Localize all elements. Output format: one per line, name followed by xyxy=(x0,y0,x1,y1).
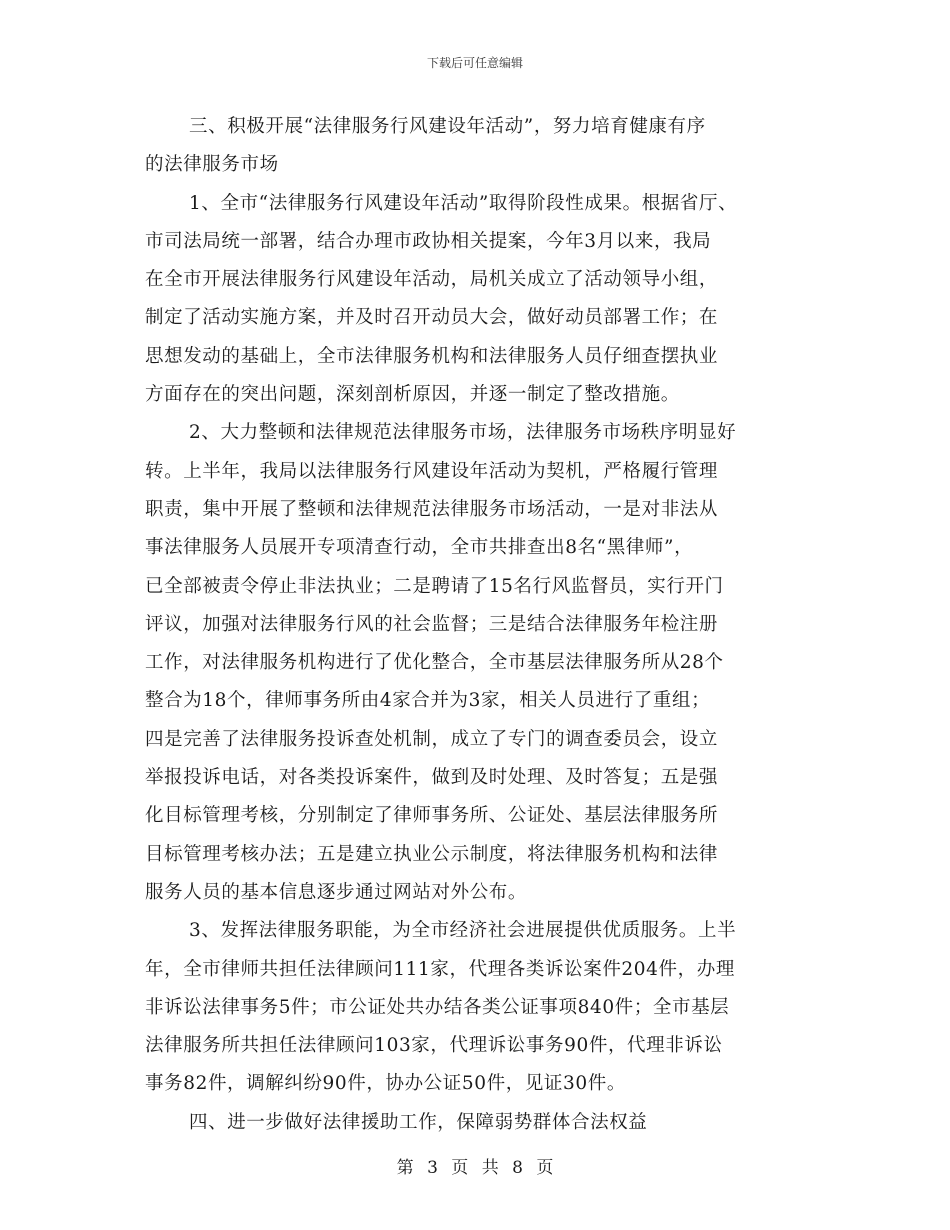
text-line: 评议，加强对法律服务行风的社会监督；三是结合法律服务年检注册 xyxy=(145,613,719,635)
text-line: 3、发挥法律服务职能，为全市经济社会进展提供优质服务。上半 xyxy=(189,920,737,942)
total-page-number: 8 xyxy=(512,1158,523,1178)
text-line: 举报投诉电话，对各类投诉案件，做到及时处理、及时答复；五是强 xyxy=(145,767,719,789)
footer-total-label: 共 xyxy=(481,1158,499,1178)
text-line: 2、大力整顿和法律规范法律服务市场，法律服务市场秩序明显好 xyxy=(189,422,737,444)
current-page-number: 3 xyxy=(427,1158,438,1178)
document-body xyxy=(145,108,825,1142)
text-line: 职责，集中开展了整顿和法律规范法律服务市场活动，一是对非法从 xyxy=(145,498,719,520)
text-line: 目标管理考核办法；五是建立执业公示制度，将法律服务机构和法律 xyxy=(145,843,719,865)
text-line: 三、积极开展“法律服务行风建设年活动”，努力培育健康有序 xyxy=(189,116,706,137)
text-line: 市司法局统一部署，结合办理市政协相关提案，今年3月以来，我局 xyxy=(145,230,712,252)
text-line: 化目标管理考核，分别制定了律师事务所、公证处、基层法律服务所 xyxy=(145,805,719,827)
text-line: 事务82件，调解纠纷90件，协办公证50件，见证30件。 xyxy=(145,1073,626,1095)
text-line: 四是完善了法律服务投诉查处机制，成立了专门的调查委员会，设立 xyxy=(145,728,719,750)
text-line: 转。上半年，我局以法律服务行风建设年活动为契机，严格履行管理 xyxy=(145,460,719,482)
text-line: 四、进一步做好法律援助工作，保障弱势群体合法权益 xyxy=(189,1111,648,1133)
text-line: 思想发动的基础上，全市法律服务机构和法律服务人员仔细查摆执业 xyxy=(145,345,719,367)
text-line: 整合为18个，律师事务所由4家合并为3家，相关人员进行了重组； xyxy=(145,690,711,712)
footer-page-label: 页 xyxy=(451,1158,469,1178)
page-header-note: 下载后可任意编辑 xyxy=(426,56,523,70)
text-line: 服务人员的基本信息逐步通过网站对外公布。 xyxy=(145,881,528,903)
text-line: 工作，对法律服务机构进行了优化整合，全市基层法律服务所从28个 xyxy=(145,652,724,674)
text-line: 方面存在的突出问题，深刻剖析原因，并逐一制定了整改措施。 xyxy=(145,384,680,406)
text-line: 事法律服务人员展开专项清查行动，全市共排查出8名“黑律师”， xyxy=(145,537,694,559)
text-line: 在全市开展法律服务行风建设年活动，局机关成立了活动领导小组， xyxy=(145,269,719,291)
text-line: 已全部被责令停止非法执业；二是聘请了15名行风监督员，实行开门 xyxy=(145,575,724,597)
text-line: 法律服务所共担任法律顾问103家，代理诉讼事务90件，代理非诉讼 xyxy=(145,1035,723,1057)
text-line: 非诉讼法律事务5件；市公证处共办结各类公证事项840件；全市基层 xyxy=(145,996,730,1018)
text-line: 制定了活动实施方案，并及时召开动员大会，做好动员部署工作；在 xyxy=(145,307,719,329)
footer-prefix: 第 xyxy=(396,1158,414,1178)
text-line: 年，全市律师共担任法律顾问111家，代理各类诉讼案件204件，办理 xyxy=(145,958,735,980)
page-footer xyxy=(0,1153,950,1178)
footer-page-suffix: 页 xyxy=(536,1158,554,1178)
text-line: 的法律服务市场 xyxy=(145,154,279,176)
text-line: 1、全市“法律服务行风建设年活动”取得阶段性成果。根据省厅、 xyxy=(189,192,738,214)
